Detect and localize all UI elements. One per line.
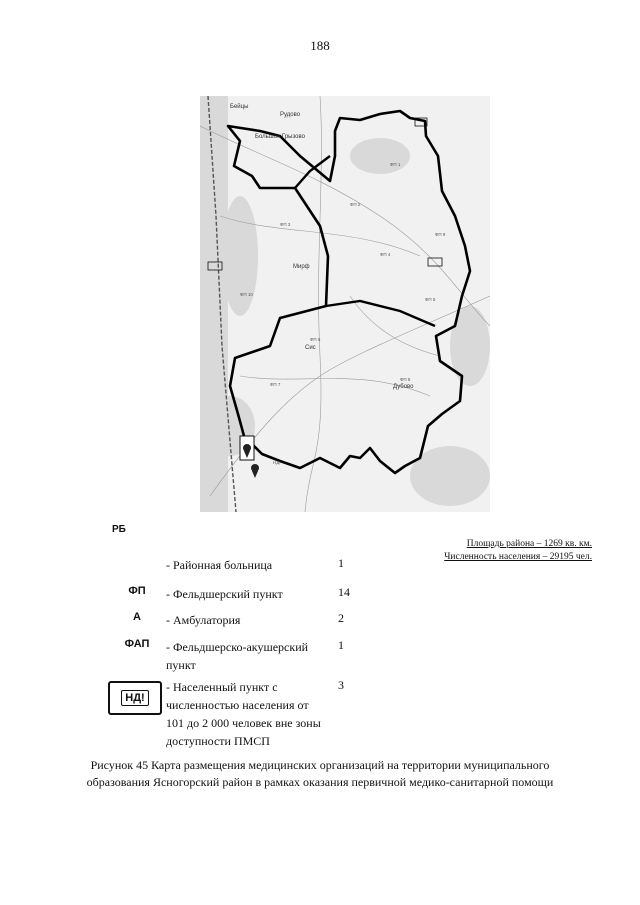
legend-symbol: РБ — [112, 524, 126, 535]
map-place-name: Бейцы — [230, 104, 249, 110]
svg-text:ФП 9: ФП 9 — [435, 232, 446, 237]
legend-symbol: ФАП — [124, 638, 150, 650]
svg-text:ФП 1: ФП 1 — [390, 162, 401, 167]
svg-text:ФП 3: ФП 3 — [280, 222, 291, 227]
svg-text:ФП 8: ФП 8 — [400, 377, 411, 382]
area-stats — [432, 538, 592, 564]
map-place-name: Большое Грызово — [255, 134, 305, 140]
legend-nd-symbol — [108, 681, 162, 715]
map-graphic — [200, 96, 490, 512]
area-value: Площадь района – 1269 кв. км. — [466, 539, 592, 549]
legend-label: - Фельдшерско-акушерский пункт — [166, 640, 309, 672]
legend-label: - Населенный пункт с численностью населения от 101 до 2 000 человек вне зоны доступности ПМСП — [166, 680, 321, 748]
location-pin-icon — [251, 464, 259, 478]
map-place-name: Сис — [305, 345, 316, 351]
legend-count: 14 — [338, 585, 350, 599]
population-value: Численность населения – 29195 чел. — [444, 552, 592, 562]
svg-text:ФП 2: ФП 2 — [350, 202, 361, 207]
legend-label: - Фельдшерский пункт — [166, 587, 283, 601]
page-number: 188 — [310, 38, 330, 53]
map-place-name: Рудово — [280, 112, 301, 118]
legend-symbol: НД! — [121, 690, 148, 706]
svg-text:ФП 4: ФП 4 — [380, 252, 391, 257]
district-map — [200, 96, 490, 512]
map-place-name: Дубово — [393, 384, 414, 390]
legend-label: - Районная больница — [166, 558, 273, 572]
figure-caption: Рисунок 45 Карта размещения медицинских организаций на территории муниципального образования Ясногорский район в рамках оказания первичной медико-санитарной помощи — [86, 758, 554, 789]
legend-count: 2 — [338, 611, 344, 625]
legend-label: - Амбулатория — [166, 613, 241, 627]
map-place-name: Мирф — [293, 264, 310, 270]
legend-count: 1 — [338, 638, 344, 652]
svg-text:ФП 10: ФП 10 — [240, 292, 253, 297]
map-badge: НД! — [273, 460, 281, 465]
svg-text:ФП 5: ФП 5 — [425, 297, 436, 302]
legend-symbol: ФП — [128, 585, 146, 597]
svg-text:ФП 6: ФП 6 — [310, 337, 321, 342]
legend-count: 3 — [338, 678, 344, 692]
legend-symbol: А — [133, 611, 141, 623]
legend-count: 1 — [338, 556, 344, 570]
svg-text:ФП 7: ФП 7 — [270, 382, 281, 387]
